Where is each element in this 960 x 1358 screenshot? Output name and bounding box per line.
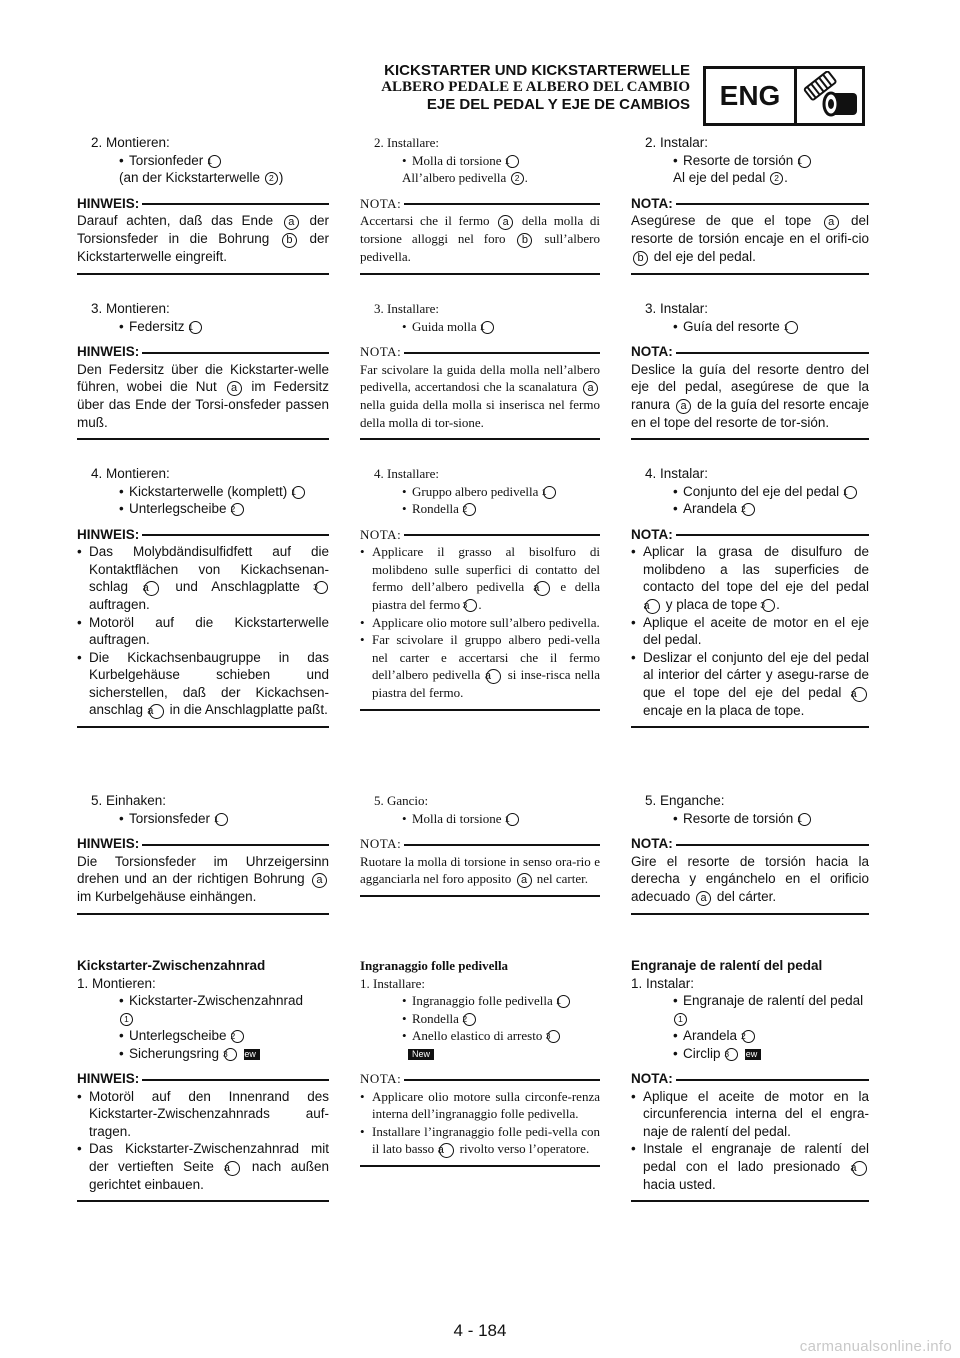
part-item: • Kickstarterwelle (komplett) 1 [119, 483, 329, 501]
note-header: HINWEIS: [77, 343, 329, 361]
callout-2: 2 [742, 1030, 755, 1043]
callout-2: 2 [231, 503, 244, 516]
note-end-rule [360, 1165, 600, 1167]
subsection-title: Engranaje de ralentí del pedal [631, 958, 823, 973]
note-header: NOTA: [631, 343, 869, 361]
callout-b: b [517, 233, 532, 248]
note-bullet: • Instale el engranaje de ralentí del pedal con el lado presionado a hacia usted. [631, 1140, 869, 1193]
callout-a: a [149, 704, 164, 719]
callout-a: a [676, 399, 691, 414]
badge-divider [794, 69, 797, 123]
note-text: Ruotare la molla di torsione in senso ora-rio e agganciarla nel foro apposito a nel carter. [360, 853, 600, 886]
part-item: • Conjunto del eje del pedal 1 [673, 483, 869, 501]
note-bullet: • Aplique el aceite de motor en la circunferencia interna del el engra-naje de ralentí del pedal. [631, 1088, 869, 1141]
part-item: • Molla di torsione 1 [402, 810, 600, 828]
callout-2: 2 [742, 503, 755, 516]
step-heading: 4. Instalar: [645, 466, 709, 481]
note-header: HINWEIS: [77, 1070, 329, 1088]
part-item: • Unterlegscheibe 2 [119, 1027, 329, 1045]
callout-a: a [583, 381, 598, 396]
step-heading: 3. Installare: [374, 301, 439, 316]
section-title-es: EJE DEL PEDAL Y EJE DE CAMBIOS [426, 96, 690, 113]
part-item: • Engranaje de ralentí del pedal [673, 992, 869, 1010]
callout-a: a [535, 581, 550, 596]
part-item-continuation: All’albero pedivella 2 . [402, 170, 528, 185]
callout-1: 1 [292, 486, 305, 499]
callout-1: 1 [674, 1013, 687, 1026]
part-item: • Guida molla 1 [402, 318, 600, 336]
note-end-rule [360, 273, 600, 275]
note-header: HINWEIS: [77, 195, 329, 213]
callout-1: 1 [506, 155, 519, 168]
note-bullet: • Applicare olio motore sull’albero pedivella. [360, 614, 600, 632]
part-item: • Torsionfeder 1 [119, 152, 329, 170]
idle-gear-block [360, 957, 600, 1167]
step-heading: 5. Gancio: [374, 793, 429, 808]
callout-3: 3 [547, 1030, 560, 1043]
part-item: • Arandela 2 [673, 500, 869, 518]
note-bullet: • Applicare olio motore sulla circonfe-renza interna dell’ingranaggio folle pedivella. [360, 1088, 600, 1123]
subsection-title: Kickstarter-Zwischenzahnrad [77, 958, 266, 973]
note-bullet: • Aplicar la grasa de disulfuro de molibdeno a las superficies de contacto del tope del eje del pedal a y placa de tope 3 . [631, 543, 869, 614]
part-item: • Gruppo albero pedivella 1 [402, 483, 600, 501]
step-heading: 5. Einhaken: [91, 793, 167, 808]
note-end-rule [77, 438, 329, 440]
callout-a: a [852, 687, 867, 702]
part-item: • Rondella 2 [402, 500, 600, 518]
callout-a: a [439, 1143, 454, 1158]
note-header: NOTA: [360, 1070, 600, 1088]
note-end-rule [360, 895, 600, 897]
note-header: NOTA: [631, 835, 869, 853]
part-item: • Resorte de torsión 1 [673, 810, 869, 828]
callout-3: 3 [725, 1048, 738, 1061]
new-part-badge: New [408, 1049, 434, 1060]
step-4-block [77, 465, 329, 728]
callout-1: 1 [506, 813, 519, 826]
callout-a: a [486, 669, 501, 684]
step-heading: 4. Montieren: [91, 466, 170, 481]
section-title-it: ALBERO PEDALE E ALBERO DEL CAMBIO [381, 79, 690, 95]
callout-2: 2 [770, 172, 783, 185]
callout-a: a [645, 599, 660, 614]
callout-1: 1 [120, 1013, 133, 1026]
callout-1: 1 [481, 321, 494, 334]
callout-1: 1 [189, 321, 202, 334]
callout-a: a [312, 873, 327, 888]
engine-section-badge [703, 66, 865, 126]
part-item: • Guía del resorte 1 [673, 318, 869, 336]
step-3-block [631, 300, 869, 440]
callout-1: 1 [785, 321, 798, 334]
callout-b: b [633, 251, 648, 266]
callout-a: a [696, 891, 711, 906]
step-heading: 2. Montieren: [91, 135, 170, 150]
step-4-block [631, 465, 869, 728]
callout-a: a [225, 1161, 240, 1176]
part-item: • Torsionsfeder 1 [119, 810, 329, 828]
note-end-rule [360, 438, 600, 440]
callout-b: b [282, 233, 297, 248]
note-end-rule [77, 1200, 329, 1202]
callout-a: a [824, 215, 839, 230]
note-end-rule [631, 273, 869, 275]
part-item: • Kickstarter-Zwischenzahnrad [119, 992, 329, 1010]
new-part-badge: New [745, 1049, 761, 1060]
step-heading: 1. Montieren: [77, 975, 156, 991]
part-item: • Rondella 2 [402, 1010, 600, 1028]
callout-1: 1 [208, 155, 221, 168]
callout-1: 1 [798, 813, 811, 826]
part-item: • Ingranaggio folle pedivella 1 [402, 992, 600, 1010]
idle-gear-block [631, 957, 869, 1202]
note-text: Den Federsitz über die Kickstarter-welle führen, wobei die Nut a im Federsitz über das Ende der Torsi-onsfeder passen muß. [77, 361, 329, 430]
callout-3: 3 [224, 1048, 237, 1061]
note-text: Die Torsionsfeder im Uhrzeigersinn drehen und an der richtigen Bohrung a im Kurbelgehäuse einhängen. [77, 853, 329, 904]
step-5-block [77, 792, 329, 915]
part-item: • Molla di torsione 1 [402, 152, 600, 170]
note-bullet: • Deslizar el conjunto del eje del pedal al interior del cárter y asegu-rarse de que el tope del eje del pedal a encaje en la placa de tope. [631, 649, 869, 720]
note-end-rule [360, 709, 600, 711]
callout-2: 2 [463, 503, 476, 516]
callout-1: 1 [844, 486, 857, 499]
part-item: • Arandela 2 [673, 1027, 869, 1045]
note-bullet: • Motoröl auf den Innenrand des Kickstarter-Zwischenzahnrads auf-tragen. [77, 1088, 329, 1141]
note-header: NOTA: [360, 343, 600, 361]
note-text: Far scivolare la guida della molla nell’albero pedivella, accertandosi che la scanalatura a nella guida della molla si inserisca nel fermo della molla di tor-sione. [360, 361, 600, 430]
step-heading: 1. Instalar: [631, 975, 695, 991]
note-end-rule [631, 913, 869, 915]
note-bullet: • Applicare il grasso al bisolfuro di molibdeno sulle superfici di contatto del fermo dell’albero pedivella a e della piastra del fermo 3 . [360, 543, 600, 614]
callout-3: 3 [315, 581, 328, 594]
callout-2: 2 [231, 1030, 244, 1043]
step-4-block [360, 465, 600, 711]
step-heading: 2. Installare: [374, 135, 439, 150]
note-end-rule [631, 1200, 869, 1202]
note-text: Accertarsi che il fermo a della molla di torsione alloggi nel foro b sull’albero pedivella. [360, 213, 601, 264]
part-item-continuation: (an der Kickstarterwelle 2 ) [119, 170, 284, 185]
step-2-block [631, 134, 869, 275]
note-bullet: • Motoröl auf die Kickstarterwelle auftragen. [77, 614, 329, 649]
note-bullet: • Aplique el aceite de motor en el eje del pedal. [631, 614, 869, 649]
callout-a: a [498, 215, 513, 230]
step-heading: 4. Installare: [374, 466, 439, 481]
part-item-continuation: Al eje del pedal 2 . [673, 170, 788, 185]
callout-a: a [144, 581, 159, 596]
section-title-de: KICKSTARTER UND KICKSTARTERWELLE [384, 62, 690, 79]
callout-3: 3 [464, 599, 477, 612]
note-bullet: • Die Kickachsenbaugruppe in das Kurbelgehäuse schieben und sicherstellen, daß der Kickachsen-anschlag a in die Anschlagplatte paßt. [77, 649, 329, 720]
note-bullet: • Das Molybdändisulfidfett auf die Kontaktflächen von Kickachsenan-schlag a und Anschlagplatte 3 auftragen. [77, 543, 329, 614]
part-item-continuation [673, 1010, 869, 1028]
step-2-block [360, 134, 600, 275]
note-header: HINWEIS: [77, 526, 329, 544]
step-heading: 3. Instalar: [645, 301, 709, 316]
note-end-rule [631, 438, 869, 440]
callout-1: 1 [557, 995, 570, 1008]
part-item: • Unterlegscheibe 2 [119, 500, 329, 518]
note-header: NOTA: [360, 835, 600, 853]
note-text: Darauf achten, daß das Ende a der Torsionsfeder in die Bohrung b der Kickstarterwelle eingreift. [77, 213, 329, 264]
callout-2: 2 [463, 1013, 476, 1026]
part-item: • Resorte de torsión 1 [673, 152, 869, 170]
engine-parts-icon [800, 71, 862, 123]
note-end-rule [77, 913, 329, 915]
note-bullet: • Das Kickstarter-Zwischenzahnrad mit der vertieften Seite a nach außen gerichtet einbauen. [77, 1140, 329, 1193]
idle-gear-block [77, 957, 329, 1202]
callout-1: 1 [798, 155, 811, 168]
callout-1: 1 [215, 813, 228, 826]
new-part-badge: New [244, 1049, 260, 1060]
callout-a: a [227, 381, 242, 396]
callout-a: a [852, 1161, 867, 1176]
part-item: • Anello elastico di arresto 3 [402, 1027, 600, 1045]
step-5-block [360, 792, 600, 897]
subsection-title: Ingranaggio folle pedivella [360, 958, 509, 973]
eng-label: ENG [719, 80, 781, 111]
step-3-block [77, 300, 329, 440]
note-header: NOTA: [631, 1070, 869, 1088]
callout-3: 3 [762, 599, 775, 612]
note-bullet: • Far scivolare il gruppo albero pedi-vella nel carter e accertarsi che il fermo dell’albero pedivella a si inse-risca nella piastra del fermo. [360, 631, 600, 702]
watermark: carmanualsonline.info [799, 1338, 952, 1355]
note-text: Deslice la guía del resorte dentro del eje del pedal, asegúrese de que la ranura a de la guía del resorte encaje en el tope del resorte de tor-sión. [631, 361, 869, 430]
callout-2: 2 [265, 172, 278, 185]
note-header: NOTA: [631, 526, 869, 544]
callout-1: 1 [543, 486, 556, 499]
part-item: • Circlip 3 New [673, 1045, 869, 1063]
step-5-block [631, 792, 869, 915]
callout-a: a [517, 873, 532, 888]
note-header: HINWEIS: [77, 835, 329, 853]
step-heading: 1. Installare: [360, 975, 425, 991]
note-end-rule [77, 726, 329, 728]
note-end-rule [631, 726, 869, 728]
note-header: NOTA: [360, 195, 600, 213]
note-header: NOTA: [631, 195, 869, 213]
note-bullet: • Installare l’ingranaggio folle pedi-vella con il lato basso a rivolto verso l’operatore. [360, 1123, 600, 1159]
part-item: • Federsitz 1 [119, 318, 329, 336]
step-3-block [360, 300, 600, 440]
callout-2: 2 [511, 172, 524, 185]
page-number: 4 - 184 [453, 1321, 507, 1340]
note-end-rule [77, 273, 329, 275]
part-item-continuation [119, 1010, 329, 1028]
note-header: NOTA: [360, 526, 600, 544]
step-2-block [77, 134, 329, 275]
part-item: • Sicherungsring 3 New [119, 1045, 329, 1063]
step-heading: 5. Enganche: [645, 793, 725, 808]
step-heading: 2. Instalar: [645, 135, 709, 150]
note-text: Gire el resorte de torsión hacia la derecha y engánchelo en el orificio adecuado a del cárter. [631, 853, 869, 904]
note-text: Asegúrese de que el tope a del resorte de torsión encaje en el orifi-cio b del eje del pedal. [631, 213, 869, 264]
step-heading: 3. Montieren: [91, 301, 170, 316]
callout-a: a [284, 215, 299, 230]
part-item-continuation [402, 1045, 600, 1063]
